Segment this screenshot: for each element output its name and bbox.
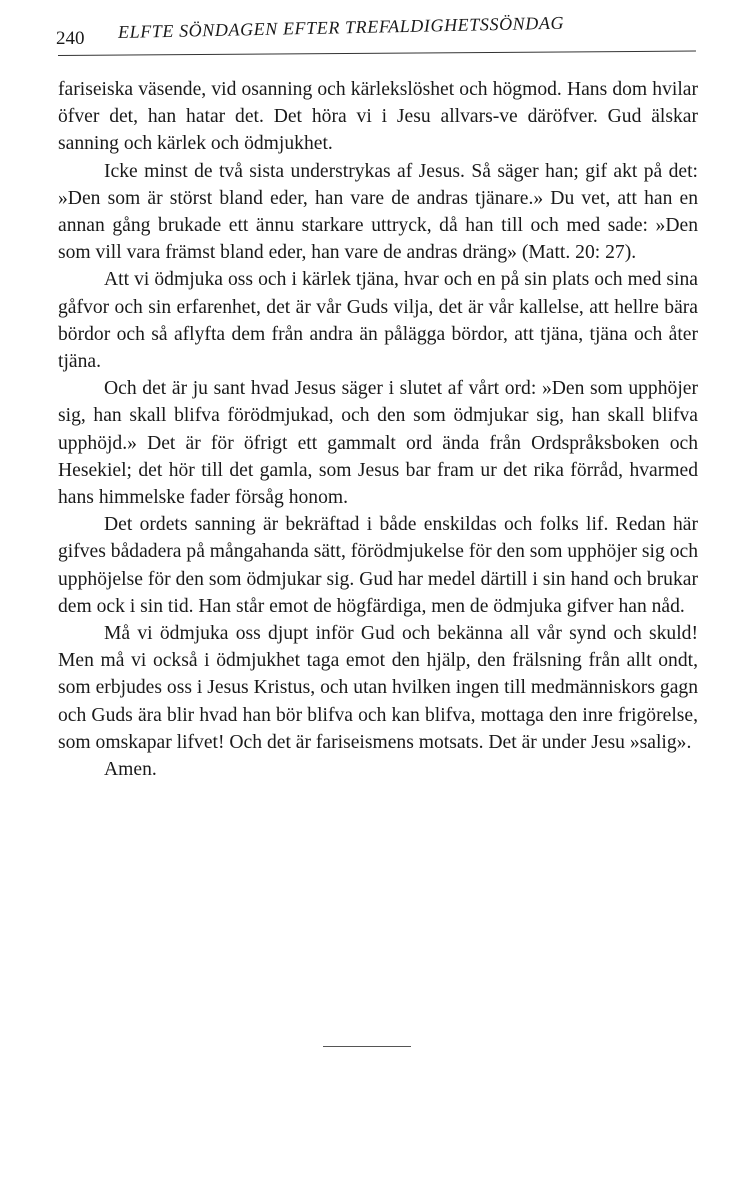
running-head: ELFTE SÖNDAGEN EFTER TREFALDIGHETSSÖNDAG bbox=[117, 12, 565, 42]
paragraph-5: Det ordets sanning är bekräftad i både enskildas och folks lif. Redan här gifves bådadera på mångahanda sätt, förödmjukelse för den som upphöjer sig och upphöjelse för den som ödmjukar sig. Gud har medel därtill i sin hand och brukar dem ock i sin tid. Han står emot de högfärdiga, men de ödmjuka gifver han nåd. bbox=[58, 514, 698, 617]
body-text bbox=[58, 76, 698, 783]
paragraph-2: Icke minst de två sista understrykas af Jesus. Så säger han; gif akt på det: »Den som är störst bland eder, han vare de andras tjänare.» Du vet, att han en annan gång brukade ett ännu starkare uttryck, då han till och med sade: »Den som vill vara främst bland eder, han vare de andras dräng» (Matt. 20: 27). bbox=[58, 160, 698, 264]
paragraph-3: Att vi ödmjuka oss och i kärlek tjäna, hvar och en på sin plats och med sina gåfvor och sin erfarenhet, det är vår Guds vilja, det är vår kallelse, att hellre bära bördor och så aflyfta dem från andra än pålägga bördor, att tjäna, tjäna och åter tjäna. bbox=[58, 269, 698, 373]
paragraph-4: Och det är ju sant hvad Jesus säger i slutet af vårt ord: »Den som upphöjer sig, han skall blifva förödmjukad, och den som ödmjukar sig, han skall blifva upphöjd.» Det är för öfrigt ett gammalt ord ända från Ordspråksboken och Hesekiel; det hör till det gamla, som Jesus bar fram ur det rika förråd, hvarmed hans himmelske fader försåg honom. bbox=[58, 378, 698, 509]
paragraph-6: Må vi ödmjuka oss djupt inför Gud och bekänna all vår synd och skuld! Men må vi också i ödmjukhet taga emot den hjälp, den frälsning från allt ondt, som erbjudes oss i Jesus Kristus, och utan hvilken ingen till medmänniskors gagn och Guds ära blir hvad han bör blifva och kan blifva, mottaga den inre frigörelse, som omskapar lifvet! Och det är fariseismens motsats. Det är under Jesu »salig». bbox=[58, 623, 698, 753]
paragraph-1: fariseiska väsende, vid osanning och kärlekslöshet och högmod. Hans dom hvilar öfver det, han hatar det. Det höra vi i Jesu allvars-ve däröfver. Gud älskar sanning och kärlek och ödmjukhet. bbox=[58, 79, 698, 155]
end-rule bbox=[323, 1046, 411, 1047]
closing-amen: Amen. bbox=[104, 759, 157, 781]
page-number: 240 bbox=[56, 28, 85, 49]
